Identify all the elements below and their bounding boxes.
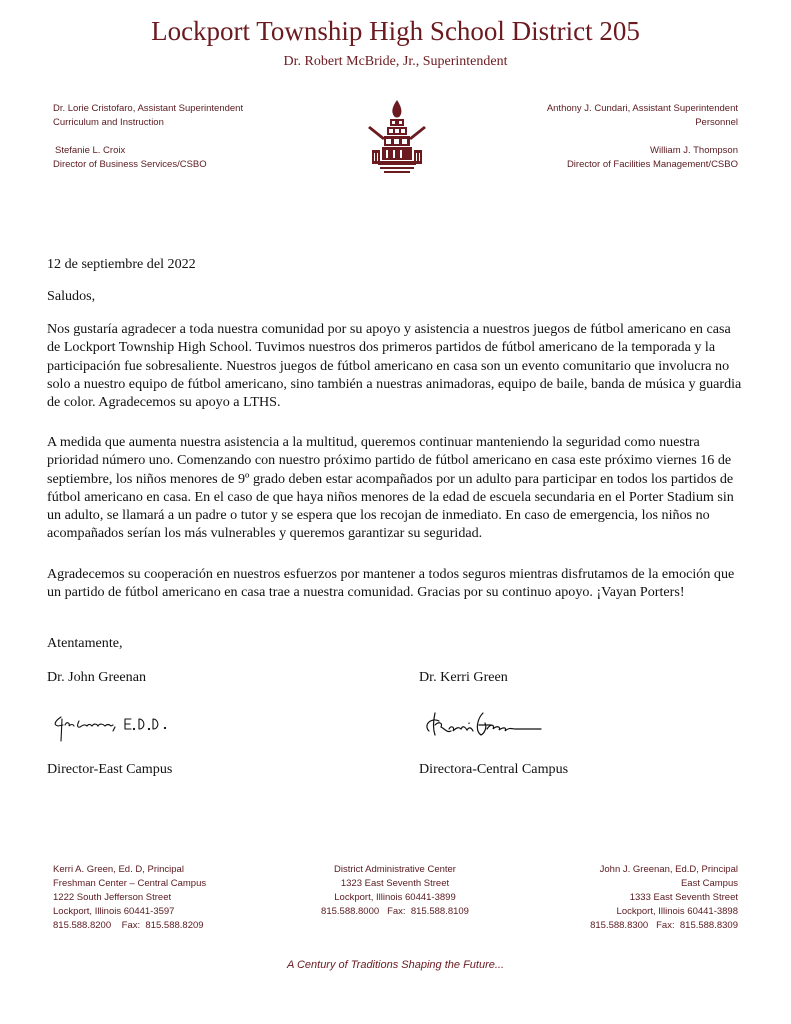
footer-line: 815.588.8200 Fax: 815.588.8209	[53, 920, 204, 931]
footer-line: Kerri A. Green, Ed. D, Principal	[53, 864, 184, 875]
district-title: Lockport Township High School District 205	[151, 16, 640, 46]
district-logo	[366, 98, 428, 174]
letter-greeting: Saludos,	[47, 288, 96, 304]
footer-line: 815.588.8000 Fax: 815.588.8109	[321, 906, 469, 917]
footer-east-campus	[590, 863, 738, 933]
signature-block-central	[419, 669, 719, 778]
footer-district-office	[290, 863, 500, 919]
staff-role: Director of Business Services/CSBO	[53, 159, 207, 170]
footer-line: Lockport, Illinois 60441-3898	[616, 906, 738, 917]
signer-name: Dr. Kerri Green	[419, 669, 508, 685]
footer-line: 1323 East Seventh Street	[340, 878, 450, 889]
footer-line: John J. Greenan, Ed.D, Principal	[599, 864, 738, 875]
footer-line: Lockport, Illinois 60441-3597	[53, 906, 175, 917]
superintendent-line: Dr. Robert McBride, Jr., Superintendent	[283, 54, 508, 69]
letter-paragraph: Nos gustaría agradecer a toda nuestra comunidad por su apoyo y asistencia a nuestros juegos de fútbol americano en casa de Lockport Township High School. Tuvimos nuestros dos primeros partidos de fútbol americano de la temporada y la participación fue sobresaliente. Nuestros juegos de fútbol americano en casa son un evento comunitario que involucra no solo a nuestro equipo de fútbol americano, sino también a nuestras animadoras, equipo de baile, banda de música y guardia de color. Agradecemos su apoyo a LTHS.	[47, 321, 742, 411]
signer-title: Directora-Central Campus	[419, 761, 569, 777]
staff-role: Personnel	[695, 117, 738, 128]
staff-list-left	[53, 102, 243, 172]
footer-line: Lockport, Illinois 60441-3899	[334, 892, 456, 903]
handwritten-signature	[419, 689, 719, 761]
footer-line: District Administrative Center	[334, 864, 456, 875]
district-tagline: A Century of Traditions Shaping the Future...	[286, 959, 505, 971]
handwritten-signature	[47, 689, 347, 761]
letter-date: 12 de septiembre del 2022	[47, 256, 196, 272]
letter-closing: Atentamente,	[47, 635, 123, 651]
letter-paragraph: Agradecemos su cooperación en nuestros esfuerzos por mantener a todos seguros mientras disfrutamos de la emoción que un partido de fútbol americano en casa trae a nuestra comunidad. Gracias por su continuo apoyo. ¡Vayan Porters!	[47, 566, 735, 601]
footer-line: 1333 East Seventh Street	[629, 892, 738, 903]
staff-name: Dr. Lorie Cristofaro, Assistant Superintendent	[53, 103, 244, 114]
staff-name: Stefanie L. Croix	[55, 145, 126, 156]
staff-role: Curriculum and Instruction	[53, 117, 164, 128]
footer-line: East Campus	[680, 878, 738, 889]
footer-line: Freshman Center – Central Campus	[53, 878, 207, 889]
school-tower-crest-icon	[366, 98, 428, 174]
footer-line: 1222 South Jefferson Street	[53, 892, 172, 903]
signature-icon	[421, 705, 551, 745]
letter-paragraph: A medida que aumenta nuestra asistencia a la multitud, queremos continuar manteniendo la seguridad como nuestra prioridad número uno. Comenzando con nuestro próximo partido de fútbol americano en casa este próximo viernes 16 de septiembre, los niños menores de 9º grado deben estar acompañados por un adulto para participar en todos los partidos de fútbol americano en casa. En el caso de que haya niños menores de la edad de escuela secundaria en el Porter Stadium sin un adulto, se llamará a un padre o tutor y se espera que los recojan de inmediato. En caso de emergencia, los niños no acompañados serían los más vulnerables y queremos garantizar su seguridad.	[47, 434, 734, 542]
staff-name: Anthony J. Cundari, Assistant Superintendent	[546, 103, 738, 114]
staff-role: Director of Facilities Management/CSBO	[566, 159, 738, 170]
footer-freshman-center	[53, 863, 206, 933]
signature-icon	[49, 707, 189, 757]
signer-title: Director-East Campus	[47, 761, 173, 777]
signature-block-east	[47, 669, 347, 778]
staff-list-right	[547, 102, 738, 172]
staff-name: William J. Thompson	[650, 145, 738, 156]
signer-name: Dr. John Greenan	[47, 669, 147, 685]
footer-line: 815.588.8300 Fax: 815.588.8309	[590, 920, 738, 931]
